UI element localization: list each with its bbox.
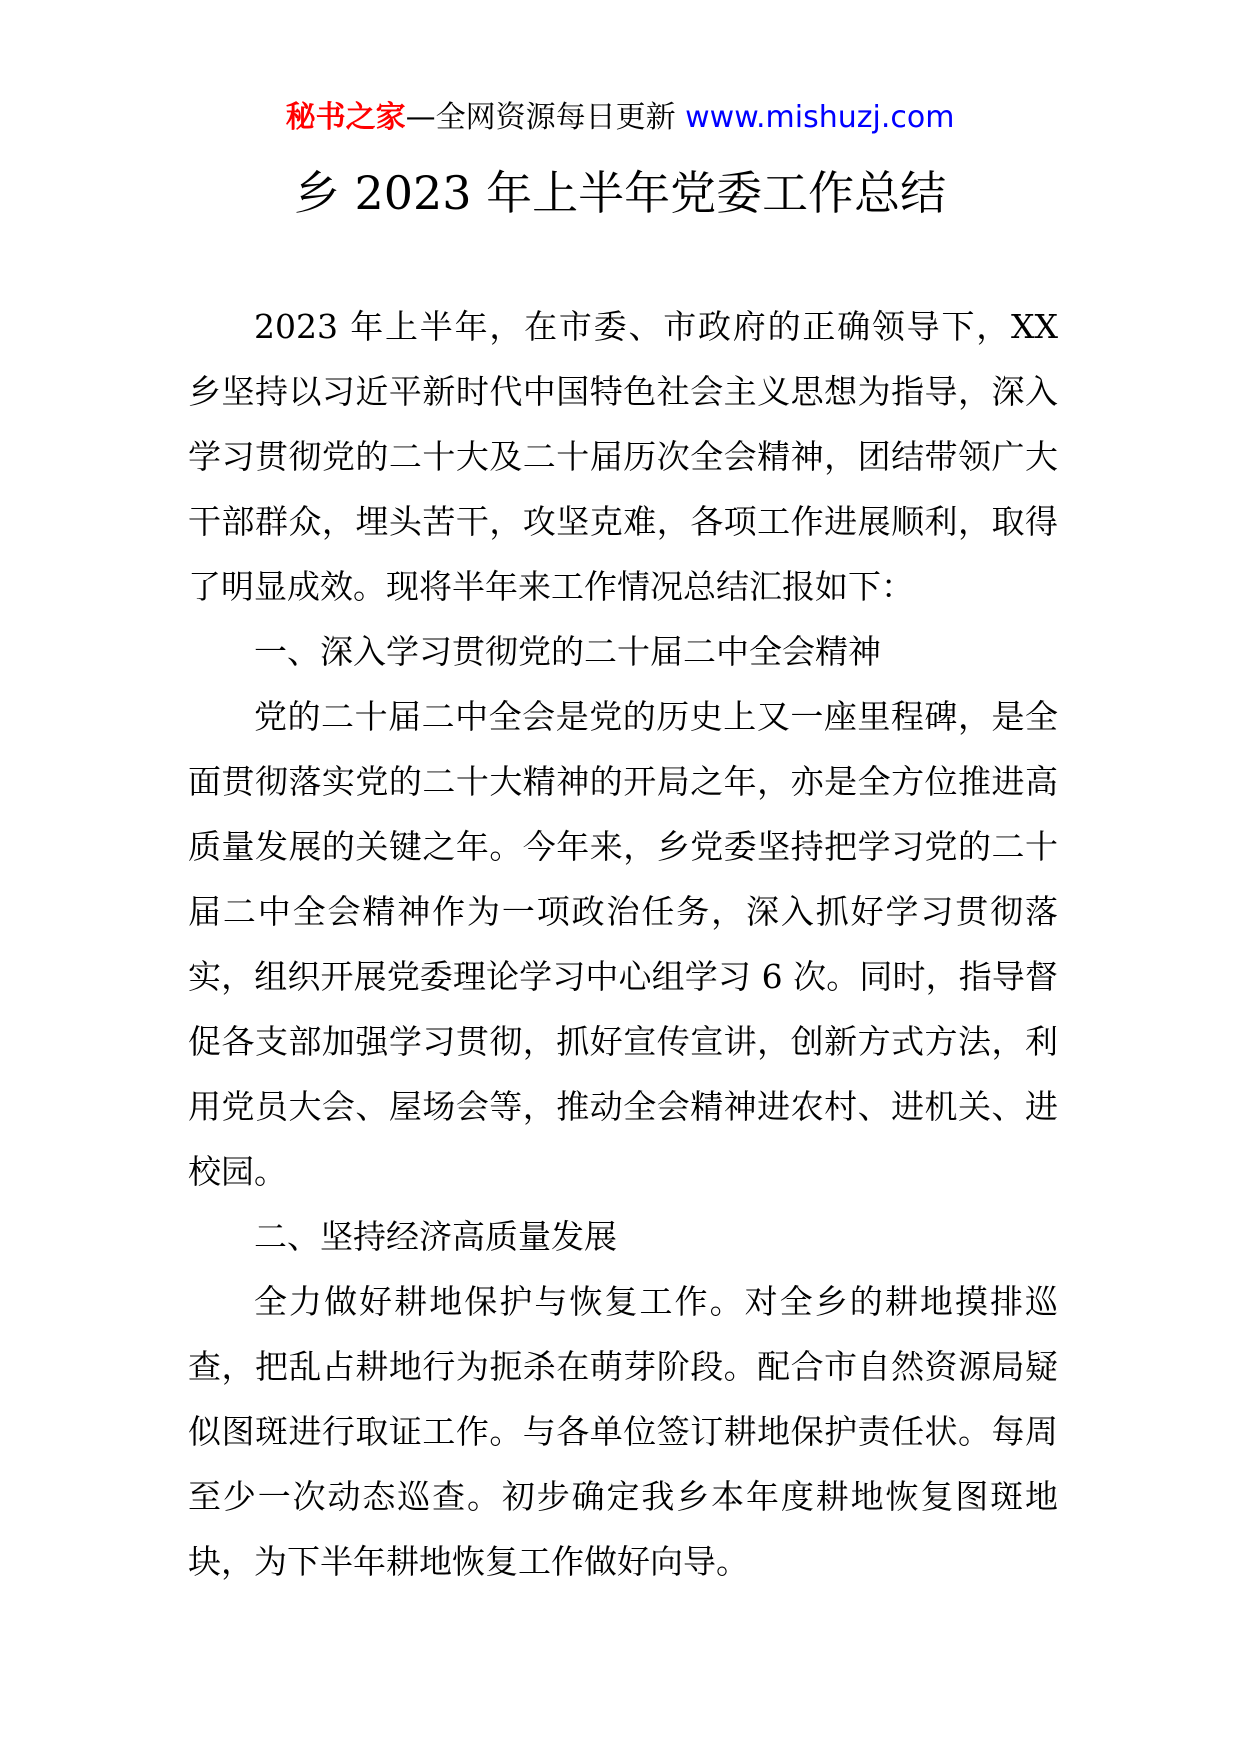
- paragraph-section-1: 党的二十届二中全会是党的历史上又一座里程碑，是全面贯彻落实党的二十大精神的开局之年，亦是全方位推进高质量发展的关键之年。今年来，乡党委坚持把学习党的二十届二中全会精神作为一项政治任务，深入抓好学习贯彻落实，组织开展党委理论学习中心组学习 6 次。同时，指导督促各支部加强学习贯彻，抓好宣传宣讲，创新方式方法，利用党员大会、屋场会等，推动全会精神进农村、进机关、进校园。: [188, 697, 1058, 1191]
- site-tagline: —全网资源每日更新: [405, 100, 686, 135]
- document-title: 乡 2023 年上半年党委工作总结: [293, 166, 947, 220]
- paragraph-intro: 2023 年上半年，在市委、市政府的正确领导下，XX 乡坚持以习近平新时代中国特色社会主义思想为指导，深入学习贯彻党的二十大及二十届历次全会精神，团结带领广大干部群众，埋头苦干，攻坚克难，各项工作进展顺利，取得了明显成效。现将半年来工作情况总结汇报如下：: [188, 307, 1058, 606]
- section-heading-2: 二、坚持经济高质量发展: [254, 1217, 617, 1256]
- site-url-link[interactable]: www.mishuzj.com: [685, 100, 955, 135]
- document-body: [188, 294, 1058, 1594]
- site-brand: 秘书之家: [285, 100, 406, 135]
- section-heading-1: 一、深入学习贯彻党的二十届二中全会精神: [254, 632, 881, 671]
- site-header: [0, 98, 1240, 138]
- paragraph-section-2: 全力做好耕地保护与恢复工作。对全乡的耕地摸排巡查，把乱占耕地行为扼杀在萌芽阶段。配合市自然资源局疑似图斑进行取证工作。与各单位签订耕地保护责任状。每周至少一次动态巡查。初步确定我乡本年度耕地恢复图斑地块，为下半年耕地恢复工作做好向导。: [188, 1282, 1058, 1581]
